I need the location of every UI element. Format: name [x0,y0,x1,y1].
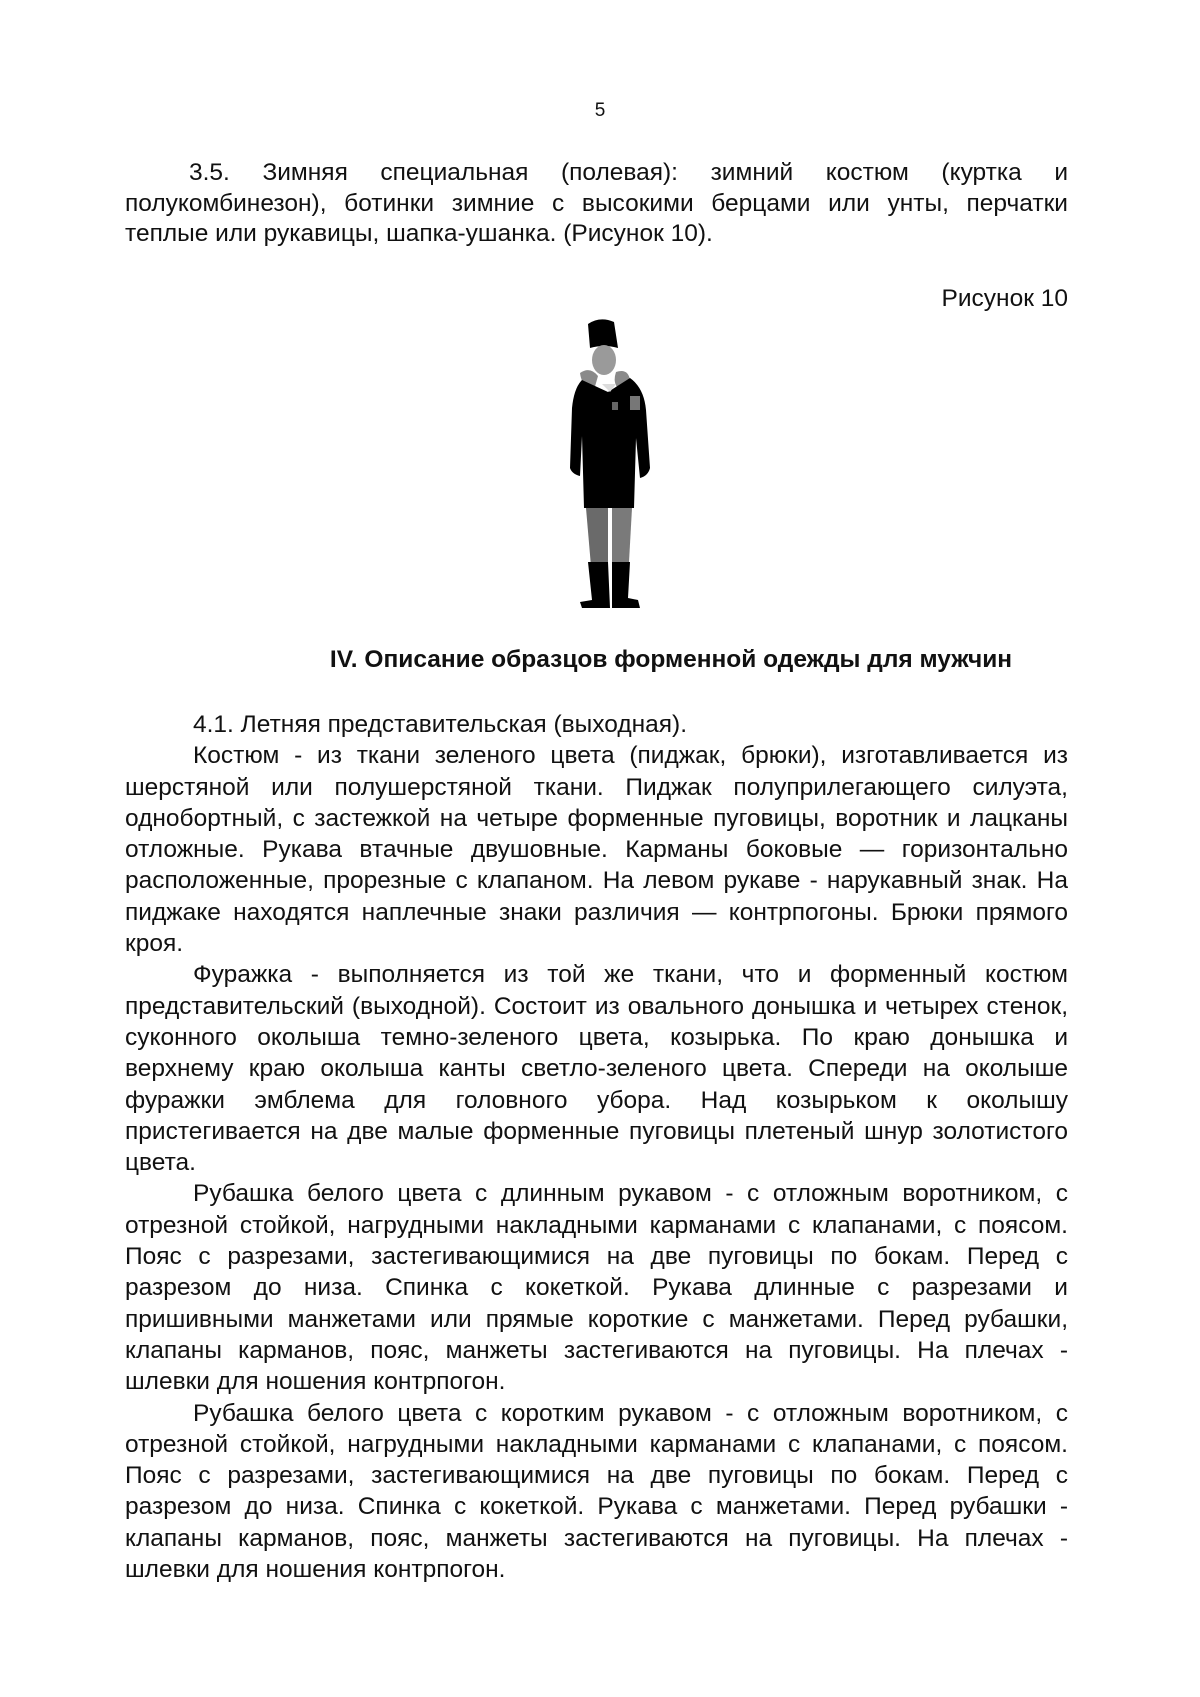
paragraph-cap: Фуражка - выполняется из той же ткани, что и форменный костюм представительский (выходной). Состоит из овального донышка и четырех стенок, суконного околыша темно-зеленого цвета, козырька. По краю донышка и верхнему краю околыша канты светло-зеленого цвета. Спереди на околыше фуражки эмблема для головного убора. Над козырьком к околышу пристегивается на две малые форменные пуговицы плетеный шнур золотистого цвета. [125,961,1068,1177]
paragraph-3-5: 3.5. Зимняя специальная (полевая): зимний костюм (куртка и полукомбинезон), ботинки зимние с высокими берцами или унты, перчатки теплые или рукавицы, шапка-ушанка. (Рисунок 10). [125,159,1068,247]
figure-caption: Рисунок 10 [941,285,1068,312]
section-heading: IV. Описание образцов форменной одежды для мужчин [329,646,1013,673]
page-number: 5 [594,100,606,121]
uniform-figure-illustration [568,318,678,610]
paragraph-4-1: 4.1. Летняя представительская (выходная). [193,711,688,738]
paragraph-shirt-short-sleeve: Рубашка белого цвета с коротким рукавом - с отложным воротником, с отрезной стойкой, нагрудными накладными карманами с клапанами, с поясом. Пояс с разрезами, застегивающимися на две пуговицы по бокам. Перед с разрезом до низа. Спинка с кокеткой. Рукава с манжетами. Перед рубашки - клапаны карманов, пояс, манжеты застегиваются на пуговицы. На плечах - шлевки для ношения контрпогон. [125,1399,1068,1584]
winter-uniform-person-image [568,318,678,610]
paragraph-costume: Костюм - из ткани зеленого цвета (пиджак, брюки), изготавливается из шерстяной или полушерстяной ткани. Пиджак полуприлегающего силуэта, однобортный, с застежкой на четыре форменные пуговицы, воротник и лацканы отложные. Рукава втачные двушовные. Карманы боковые — горизонтально расположенные, прорезные с клапаном. На левом рукаве - нарукавный знак. На пиджаке находятся наплечные знаки различия — контрпогоны. Брюки прямого кроя. [125,742,1068,958]
section-3-5 [125,158,1068,250]
section-4-body [125,709,1068,1585]
paragraph-shirt-long-sleeve: Рубашка белого цвета с длинным рукавом - с отложным воротником, с отрезной стойкой, нагрудными накладными карманами с клапанами, с поясом. Пояс с разрезами, застегивающимися на две пуговицы по бокам. Перед с разрезом до низа. Спинка с кокеткой. Рукава длинные с разрезами и пришивными манжетами или прямые короткие с манжетами. Перед рубашки, клапаны карманов, пояс, манжеты застегиваются на пуговицы. На плечах - шлевки для ношения контрпогон. [125,1180,1068,1396]
